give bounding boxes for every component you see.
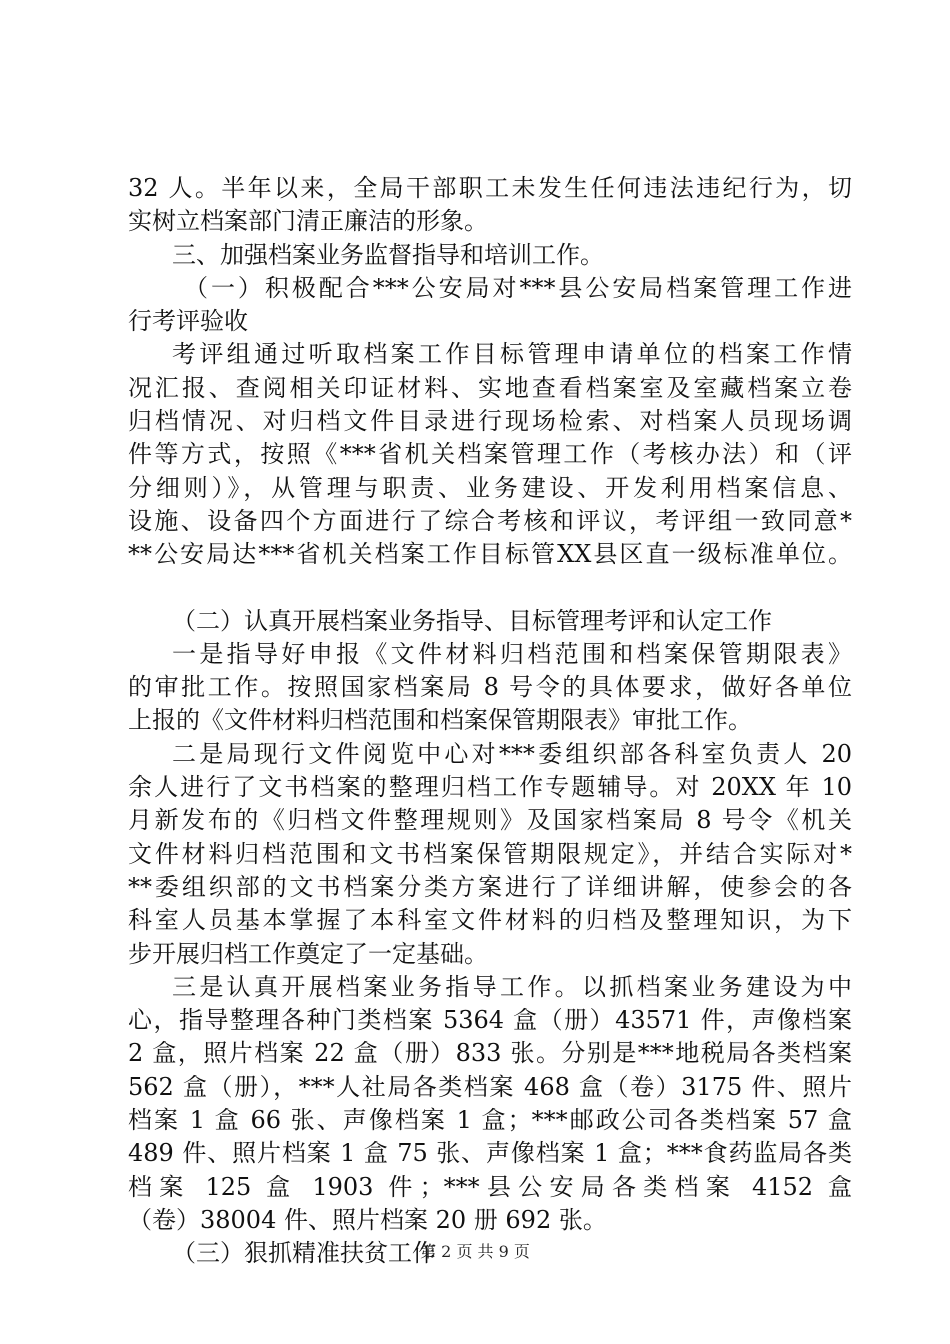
subsection-heading: （三）狠抓精准扶贫工作 [172,1239,436,1268]
text-line: **委组织部的文书档案分类方案进行了详细讲解，使参会的各 [128,872,852,901]
text-line: 562 盒（册），***人社局各类档案 468 盒（卷）3175 件、照片 [128,1072,852,1101]
text-line: 步开展归档工作奠定了一定基础。 [128,939,488,968]
text-line: 分细则）》，从管理与职责、业务建设、开发利用档案信息、 [128,473,852,502]
text-line: 档案 125 盒 1903 件；***县公安局各类档案 4152 盒 [128,1172,852,1201]
text-line: 三是认真开展档案业务指导工作。以抓档案业务建设为中 [172,972,852,1001]
text-line: 归档情况、对归档文件目录进行现场检索、对档案人员现场调 [128,407,852,436]
text-line: 489 件、照片档案 1 盒 75 张、声像档案 1 盒；***食药监局各类 [128,1139,852,1168]
text-line: 32 人。半年以来，全局干部职工未发生任何违法违纪行为，切 [128,174,852,202]
text-line: 上报的《文件材料归档范围和档案保管期限表》审批工作。 [128,706,752,735]
text-line: 心，指导整理各种门类档案 5364 盒（册）43571 件，声像档案 [128,1006,852,1035]
document-body [128,172,852,1271]
text-line: 一是指导好申报《文件材料归档范围和档案保管期限表》 [172,639,852,668]
text-line: 的审批工作。按照国家档案局 8 号令的具体要求，做好各单位 [128,673,852,702]
text-line: 况汇报、查阅相关印证材料、实地查看档案室及室藏档案立卷 [128,373,852,402]
text-line: 文件材料归档范围和文书档案保管期限规定》，并结合实际对* [128,839,852,868]
text-line: 2 盒，照片档案 22 盒（册）833 张。分别是***地税局各类档案 [128,1039,852,1068]
text-line: 二是局现行文件阅览中心对***委组织部各科室负责人 20 [172,739,852,768]
text-line: 设施、设备四个方面进行了综合考核和评议，考评组一致同意* [128,506,852,535]
text-line: 月新发布的《归档文件整理规则》及国家档案局 8 号令《机关 [128,806,852,835]
subsection-heading-cont: 行考评验收 [128,307,248,336]
text-line: 余人进行了文书档案的整理归档工作专题辅导。对 20XX 年 10 [128,773,852,802]
subsection-heading: （二）认真开展档案业务指导、目标管理考评和认定工作 [172,606,772,635]
text-line: 件等方式，按照《***省机关档案管理工作（考核办法）和（评 [128,440,852,469]
text-line: **公安局达***省机关档案工作目标管XX县区直一级标准单位。 [128,540,852,569]
section-heading: 三、加强档案业务监督指导和培训工作。 [172,240,604,269]
text-line: 档案 1 盒 66 张、声像档案 1 盒；***邮政公司各类档案 57 盒 [128,1106,852,1135]
paragraph-gap [128,572,852,605]
text-line: 考评组通过听取档案工作目标管理申请单位的档案工作情 [172,340,852,369]
text-line: （卷）38004 件、照片档案 20 册 692 张。 [128,1205,607,1234]
text-line: 科室人员基本掌握了本科室文件材料的归档及整理知识，为下 [128,906,852,935]
text-line: 实树立档案部门清正廉洁的形象。 [128,207,488,236]
page-number-footer: 第 2 页 共 9 页 [420,1242,530,1261]
subsection-heading: （一）积极配合***公安局对***县公安局档案管理工作进 [184,273,852,302]
